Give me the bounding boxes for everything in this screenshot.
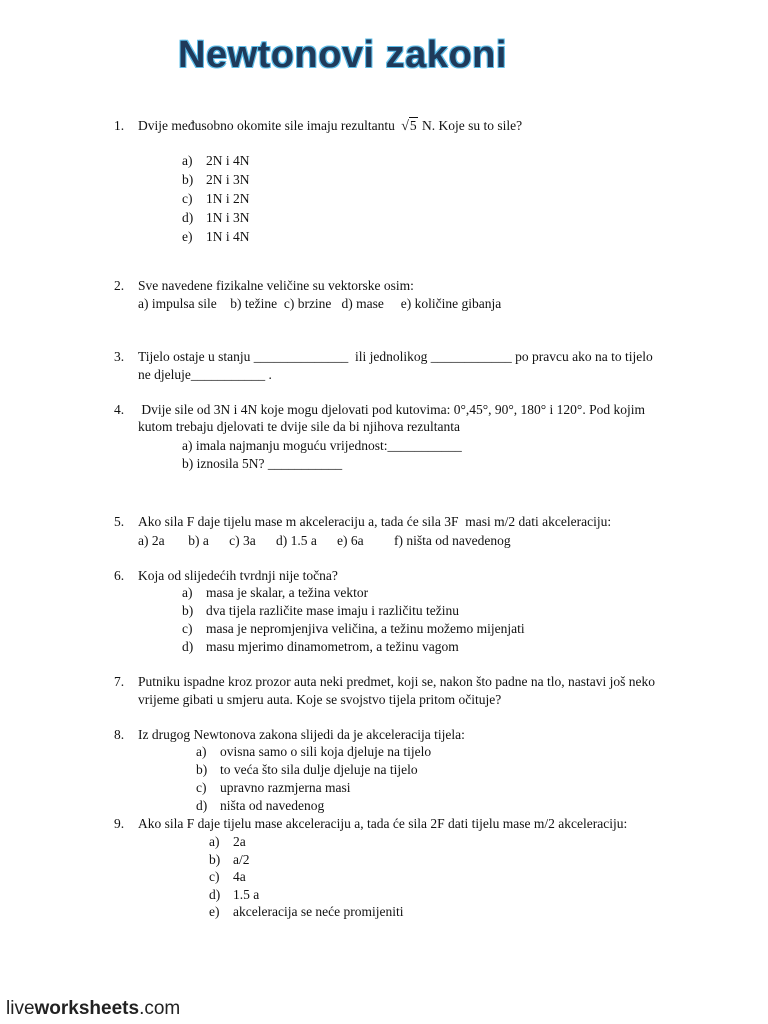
option-text: masu mjerimo dinamometrom, a težinu vagom bbox=[206, 639, 459, 654]
option-letter: a) bbox=[196, 744, 207, 759]
question-3-line-2: ne djeluje___________ . bbox=[138, 367, 272, 382]
question-8-number: 8. bbox=[114, 727, 125, 742]
page-title: Newtonovi zakoni bbox=[178, 34, 507, 76]
question-1-text-before: Dvije međusobno okomite sile imaju rezultantu bbox=[138, 118, 395, 133]
logo-tail-text: .com bbox=[139, 998, 181, 1019]
option-letter: d) bbox=[182, 639, 194, 654]
option-letter: e) bbox=[182, 229, 193, 244]
option-text: 2N i 4N bbox=[206, 153, 250, 168]
question-6-number: 6. bbox=[114, 568, 125, 583]
option-text: masa je skalar, a težina vektor bbox=[206, 585, 369, 600]
option-letter: a) bbox=[209, 834, 220, 849]
option-text: 2a bbox=[233, 834, 246, 849]
question-3-line-1: Tijelo ostaje u stanju ______________ ili jednolikog ____________ po pravcu ako na to tijelo bbox=[138, 349, 653, 364]
option-letter: a) bbox=[182, 585, 193, 600]
option-letter: e) bbox=[209, 904, 220, 919]
option-text: 1N i 4N bbox=[206, 229, 250, 244]
question-2-number: 2. bbox=[114, 278, 125, 293]
question-2-options: a) impulsa sile b) težine c) brzine d) mase e) količine gibanja bbox=[138, 296, 502, 311]
option-text: 4a bbox=[233, 869, 246, 884]
question-8-text: Iz drugog Newtonova zakona slijedi da je akceleracija tijela: bbox=[138, 727, 465, 742]
question-6-text: Koja od slijedećih tvrdnji nije točna? bbox=[138, 568, 338, 583]
option-text: akceleracija se neće promijeniti bbox=[233, 904, 404, 919]
option-letter: c) bbox=[196, 780, 207, 795]
question-1-number: 1. bbox=[114, 118, 125, 133]
option-letter: d) bbox=[196, 798, 208, 813]
option-letter: c) bbox=[182, 191, 193, 206]
option-text: a/2 bbox=[233, 851, 250, 867]
question-1-text-after: N. Koje su to sile? bbox=[422, 118, 523, 133]
option-letter: b) bbox=[182, 172, 194, 187]
question-4-number: 4. bbox=[114, 402, 125, 417]
question-4-line-1: Dvije sile od 3N i 4N koje mogu djelovati pod kutovima: 0°,45°, 90°, 180° i 120°. Pod kojim bbox=[138, 402, 645, 417]
question-7-line-1: Putniku ispadne kroz prozor auta neki predmet, koji se, nakon što padne na tlo, nastavi još neko bbox=[138, 674, 656, 689]
option-letter: b) bbox=[196, 762, 208, 777]
question-5-options: a) 2a b) a c) 3a d) 1.5 a e) 6a f) ništa od navedenog bbox=[138, 533, 511, 548]
option-text: dva tijela različite mase imaju i različitu težinu bbox=[206, 603, 460, 618]
option-text: masa je nepromjenjiva veličina, a težinu možemo mijenjati bbox=[206, 621, 525, 636]
question-5-text: Ako sila F daje tijelu mase m akceleraciju a, tada će sila 3F masi m/2 dati akceleraciju: bbox=[138, 514, 612, 529]
sqrt-symbol: √5 bbox=[401, 118, 417, 134]
option-text: 2N i 3N bbox=[206, 172, 250, 187]
question-5-number: 5. bbox=[114, 514, 125, 529]
option-letter: d) bbox=[182, 210, 194, 225]
logo-light-text: live bbox=[6, 998, 35, 1019]
option-letter: d) bbox=[209, 886, 221, 902]
option-text: 1N i 3N bbox=[206, 210, 250, 225]
option-text: 1N i 2N bbox=[206, 191, 250, 206]
option-text: ovisna samo o sili koja djeluje na tijelo bbox=[220, 744, 432, 759]
option-letter: b) bbox=[209, 851, 221, 867]
question-4-line-2: kutom trebaju djelovati te dvije sile da bi njihova rezultanta bbox=[138, 419, 461, 434]
option-letter: a) bbox=[182, 153, 193, 168]
option-letter: b) bbox=[182, 603, 194, 618]
liveworksheets-logo[interactable] bbox=[6, 998, 180, 1020]
option-text: 1.5 a bbox=[233, 886, 260, 902]
question-1-text bbox=[138, 118, 522, 135]
question-7-line-2: vrijeme gibati u smjeru auta. Koje se svojstvo tijela pritom očituje? bbox=[138, 692, 502, 707]
option-text: ništa od navedenog bbox=[220, 798, 325, 813]
option-text: to veća što sila dulje djeluje na tijelo bbox=[220, 762, 418, 777]
question-9-number: 9. bbox=[114, 816, 125, 831]
option-letter: c) bbox=[182, 621, 193, 636]
question-3-number: 3. bbox=[114, 349, 125, 364]
question-2-text: Sve navedene fizikalne veličine su vektorske osim: bbox=[138, 278, 414, 293]
question-4-sub-a: a) imala najmanju moguću vrijednost:___________ bbox=[182, 438, 462, 453]
logo-bold-text: worksheets bbox=[34, 998, 140, 1019]
question-9-text: Ako sila F daje tijelu mase akceleraciju a, tada će sila 2F dati tijelu mase m/2 akceleraciju: bbox=[138, 816, 628, 831]
option-text: upravno razmjerna masi bbox=[220, 780, 351, 795]
question-4-sub-b: b) iznosila 5N? ___________ bbox=[182, 456, 343, 471]
question-7-number: 7. bbox=[114, 674, 125, 689]
option-letter: c) bbox=[209, 869, 220, 884]
